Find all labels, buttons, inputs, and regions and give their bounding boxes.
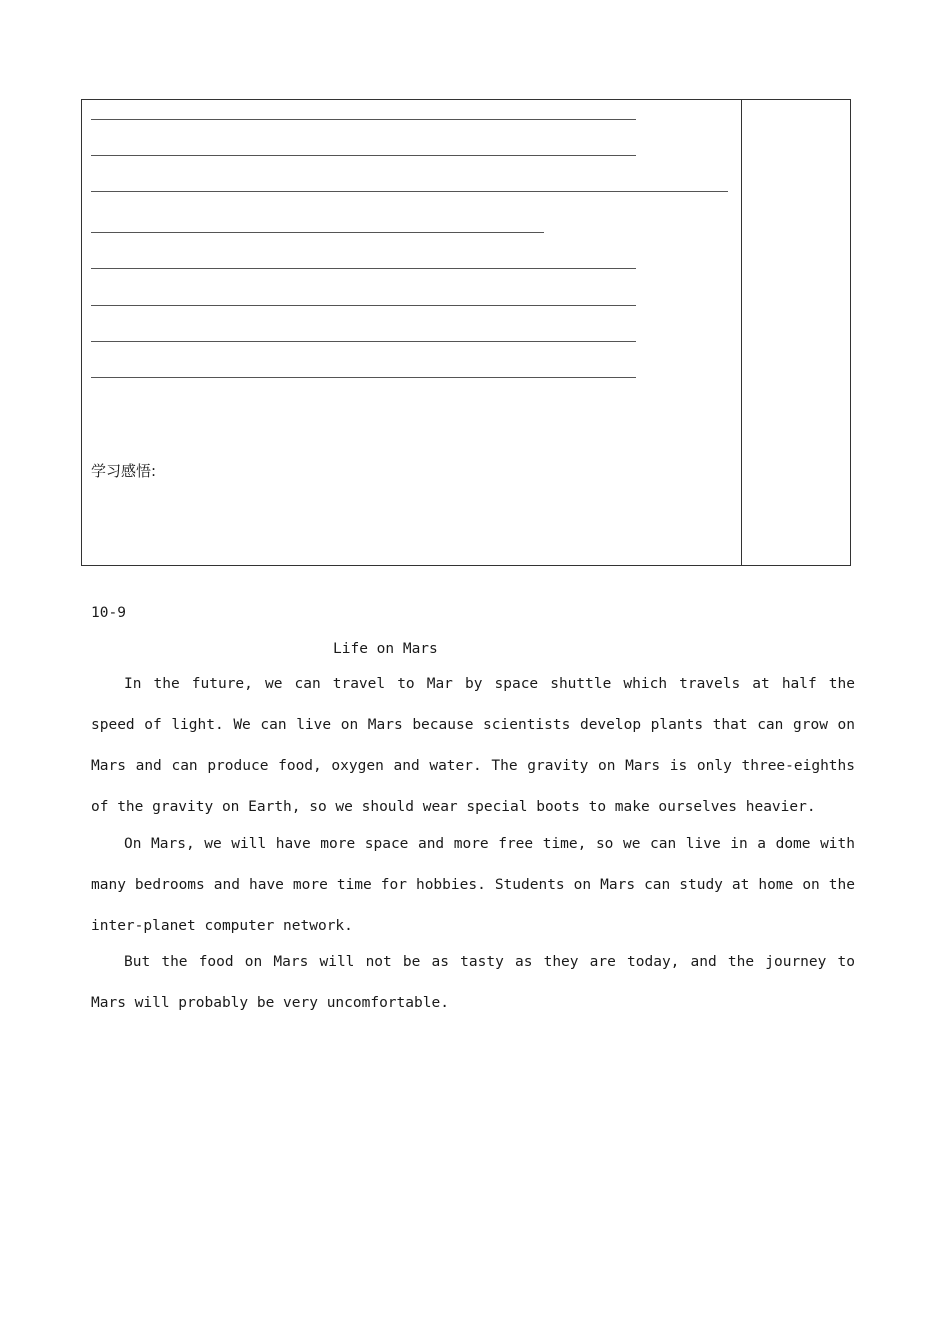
column-divider [741,100,742,565]
article-title: Life on Mars [333,641,438,657]
answer-line [91,377,636,378]
paragraph: In the future, we can travel to Mar by space shuttle which travels at half the speed of light. We can live on Mars because scientists develop plants that can grow on Mars and can produce food, oxygen and water. The gravity on Mars is only three-eighths of the gravity on Earth, so we should wear special boots to make ourselves heavier. [91,676,855,815]
lesson-number: 10-9 [91,605,126,621]
answer-line [91,268,636,269]
paragraph: On Mars, we will have more space and more free time, so we can live in a dome with many bedrooms and have more time for hobbies. Students on Mars can study at home on the inter-planet computer network. [91,836,855,934]
reflection-label: 学习感悟: [91,462,157,480]
answer-line [91,119,636,120]
worksheet-table [81,99,851,566]
answer-line [91,191,728,192]
paragraph: But the food on Mars will not be as tasty as they are today, and the journey to Mars will probably be very uncomfortable. [91,954,855,1011]
answer-line [91,232,544,233]
answer-line [91,155,636,156]
answer-line [91,305,636,306]
answer-line [91,341,636,342]
